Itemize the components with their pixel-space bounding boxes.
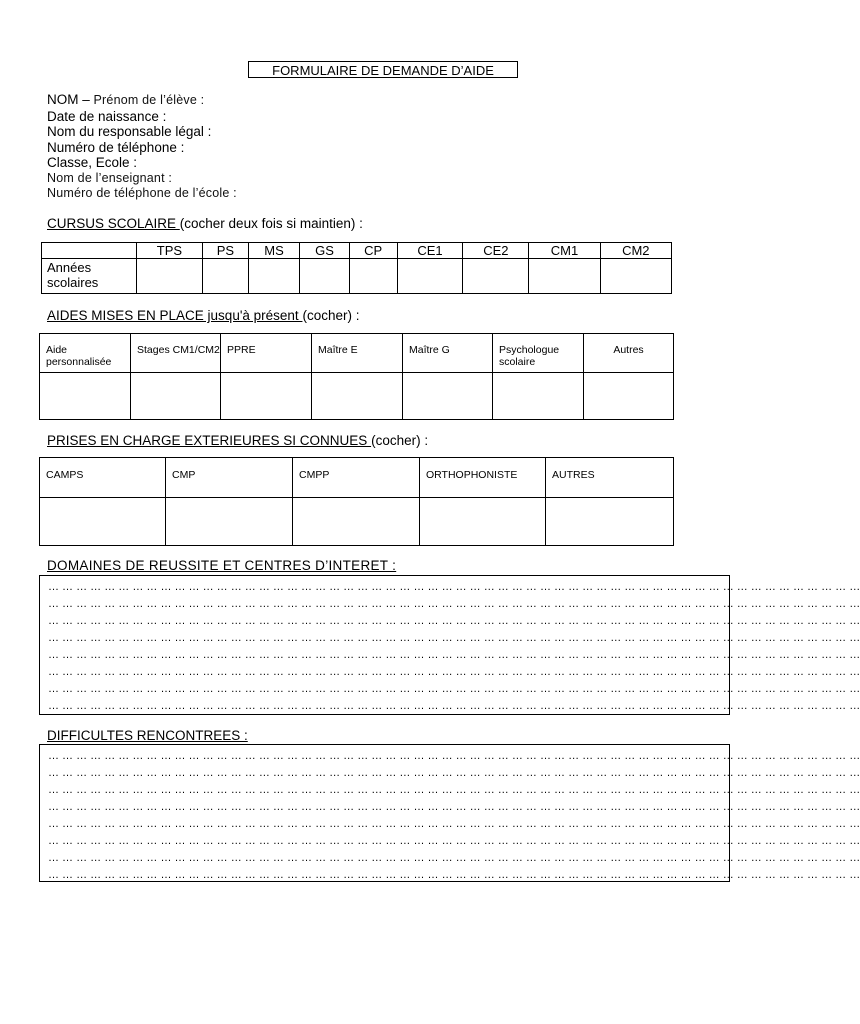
cursus-col-ce1: CE1 (397, 243, 463, 259)
cursus-cell-ce1[interactable] (397, 259, 463, 294)
domaines-dotline: … … … … … … … … … … … … … … … … … … … … … … … … … … … … … … … … … … … … … … … … … … … … … … … … … … … … … … … … … … (48, 649, 860, 661)
aides-heading (47, 308, 359, 323)
field-nom-prenom[interactable] (47, 92, 237, 109)
prises-col-cmp: CMP (166, 458, 293, 498)
cursus-heading (47, 216, 363, 231)
prises-cell-orthophoniste[interactable] (420, 498, 546, 546)
aides-cell-autres[interactable] (584, 373, 674, 420)
field-nom-label: NOM – (47, 92, 94, 107)
cursus-cell-ps[interactable] (202, 259, 248, 294)
aides-cell-maitre-e[interactable] (312, 373, 403, 420)
prises-col-orthophoniste: ORTHOPHONISTE (420, 458, 546, 498)
cursus-col-cp: CP (349, 243, 397, 259)
cursus-cell-ce2[interactable] (463, 259, 529, 294)
field-responsable-legal[interactable]: Nom du responsable légal : (47, 124, 212, 139)
aides-col-aide-personnalisee: Aide personnalisée (40, 334, 131, 373)
difficultes-dotline: … … … … … … … … … … … … … … … … … … … … … … … … … … … … … … … … … … … … … … … … … … … … … … … … … … … … … … … … … … (48, 750, 860, 762)
aides-col-maitre-e: Maître E (312, 334, 403, 373)
aides-header-row (40, 334, 674, 373)
prises-table (39, 457, 674, 546)
prises-header-row (40, 458, 674, 498)
difficultes-dotline: … … … … … … … … … … … … … … … … … … … … … … … … … … … … … … … … … … … … … … … … … … … … … … … … … … … … … … … … … … (48, 852, 860, 864)
aides-table (39, 333, 674, 420)
prises-cell-cmpp[interactable] (293, 498, 420, 546)
domaines-textbox[interactable] (39, 575, 860, 715)
aides-col-stages: Stages CM1/CM2 (131, 334, 221, 373)
difficultes-dotline: … … … … … … … … … … … … … … … … … … … … … … … … … … … … … … … … … … … … … … … … … … … … … … … … … … … … … … … … … … (48, 767, 860, 779)
difficultes-heading: DIFFICULTES RENCONTREES : (47, 728, 248, 743)
aides-data-row (40, 373, 674, 420)
field-telephone[interactable]: Numéro de téléphone : (47, 139, 185, 155)
domaines-dotline: … … … … … … … … … … … … … … … … … … … … … … … … … … … … … … … … … … … … … … … … … … … … … … … … … … … … … … … … … … (48, 666, 860, 678)
prises-heading-note: (cocher) : (371, 433, 429, 448)
aides-col-ppre: PPRE (221, 334, 312, 373)
cursus-cell-cm2[interactable] (600, 259, 671, 294)
aides-col-maitre-g: Maître G (403, 334, 493, 373)
prises-heading-title: PRISES EN CHARGE EXTERIEURES SI CONNUES (47, 433, 372, 448)
domaines-dotline: … … … … … … … … … … … … … … … … … … … … … … … … … … … … … … … … … … … … … … … … … … … … … … … … … … … … … … … … … … (48, 598, 860, 610)
prises-data-row (40, 498, 674, 546)
cursus-heading-title: CURSUS SCOLAIRE (47, 216, 180, 231)
cursus-col-ps: PS (202, 243, 248, 259)
student-info-fields (47, 92, 237, 202)
form-title: FORMULAIRE DE DEMANDE D’AIDE (248, 61, 518, 78)
difficultes-dotline: … … … … … … … … … … … … … … … … … … … … … … … … … … … … … … … … … … … … … … … … … … … … … … … … … … … … … … … … … … (48, 818, 860, 830)
aides-col-autres: Autres (584, 334, 674, 373)
field-prenom-label: Prénom de l’élève : (93, 93, 205, 107)
cursus-col-ce2: CE2 (463, 243, 529, 259)
cursus-col-cm2: CM2 (600, 243, 671, 259)
aides-cell-maitre-g[interactable] (403, 373, 493, 420)
aides-heading-title: AIDES MISES EN PLACE jusqu'à présent (47, 308, 303, 323)
field-classe-ecole[interactable]: Classe, Ecole : (47, 155, 138, 170)
prises-heading (47, 433, 428, 448)
cursus-col-gs: GS (300, 243, 350, 259)
domaines-dotline: … … … … … … … … … … … … … … … … … … … … … … … … … … … … … … … … … … … … … … … … … … … … … … … … … … … … … … … … … … (48, 683, 860, 695)
cursus-col-cm1: CM1 (529, 243, 600, 259)
domaines-dotline: … … … … … … … … … … … … … … … … … … … … … … … … … … … … … … … … … … … … … … … … … … … … … … … … … … … … … … … … … … (48, 615, 860, 627)
cursus-cell-cm1[interactable] (529, 259, 600, 294)
cursus-cell-gs[interactable] (300, 259, 350, 294)
cursus-col-tps: TPS (137, 243, 203, 259)
prises-cell-camps[interactable] (40, 498, 166, 546)
prises-cell-cmp[interactable] (166, 498, 293, 546)
field-telephone-ecole[interactable]: Numéro de téléphone de l’école : (47, 186, 237, 200)
aides-heading-note: (cocher) : (302, 308, 360, 323)
field-date-naissance[interactable]: Date de naissance : (47, 108, 167, 124)
cursus-corner-cell (42, 243, 137, 259)
difficultes-dotline: … … … … … … … … … … … … … … … … … … … … … … … … … … … … … … … … … … … … … … … … … … … … … … … … … … … … … … … … … … (48, 835, 860, 847)
prises-col-autres: AUTRES (546, 458, 674, 498)
domaines-dotline: … … … … … … … … … … … … … … … … … … … … … … … … … … … … … … … … … … … … … … … … … … … … … … … … … … … … … … … … … … (48, 581, 860, 593)
difficultes-textbox[interactable] (39, 744, 860, 882)
aides-cell-psychologue[interactable] (493, 373, 584, 420)
cursus-col-ms: MS (248, 243, 299, 259)
aides-col-psychologue: Psychologue scolaire (493, 334, 584, 373)
prises-col-camps: CAMPS (40, 458, 166, 498)
cursus-data-row (42, 259, 672, 294)
difficultes-dotline: … … … … … … … … … … … … … … … … … … … … … … … … … … … … … … … … … … … … … … … … … … … … … … … … … … … … … … … … … … (48, 801, 860, 813)
prises-cell-autres[interactable] (546, 498, 674, 546)
cursus-table (41, 242, 672, 294)
domaines-heading: DOMAINES DE REUSSITE ET CENTRES D’INTERET : (47, 558, 397, 573)
cursus-cell-cp[interactable] (349, 259, 397, 294)
cursus-header-row (42, 243, 672, 259)
difficultes-dotline: … … … … … … … … … … … … … … … … … … … … … … … … … … … … … … … … … … … … … … … … … … … … … … … … … … … … … … … … … … (48, 784, 860, 796)
aides-cell-ppre[interactable] (221, 373, 312, 420)
aides-cell-aide-personnalisee[interactable] (40, 373, 131, 420)
difficultes-dotline: … … … … … … … … … … … … … … … … … … … … … … … … … … … … … … … … … … … … … … … … … … … … … … … … … … … … … … … … … … (48, 869, 860, 881)
prises-col-cmpp: CMPP (293, 458, 420, 498)
cursus-cell-tps[interactable] (137, 259, 203, 294)
domaines-dotline: … … … … … … … … … … … … … … … … … … … … … … … … … … … … … … … … … … … … … … … … … … … … … … … … … … … … … … … … … … (48, 632, 860, 644)
domaines-dotline: … … … … … … … … … … … … … … … … … … … … … … … … … … … … … … … … … … … … … … … … … … … … … … … … … … … … … … … … … … (48, 700, 860, 712)
cursus-heading-note: (cocher deux fois si maintien) : (179, 216, 363, 231)
cursus-cell-ms[interactable] (248, 259, 299, 294)
cursus-row-label: Années scolaires (42, 259, 137, 294)
field-enseignant[interactable]: Nom de l’enseignant : (47, 170, 173, 185)
aides-cell-stages[interactable] (131, 373, 221, 420)
